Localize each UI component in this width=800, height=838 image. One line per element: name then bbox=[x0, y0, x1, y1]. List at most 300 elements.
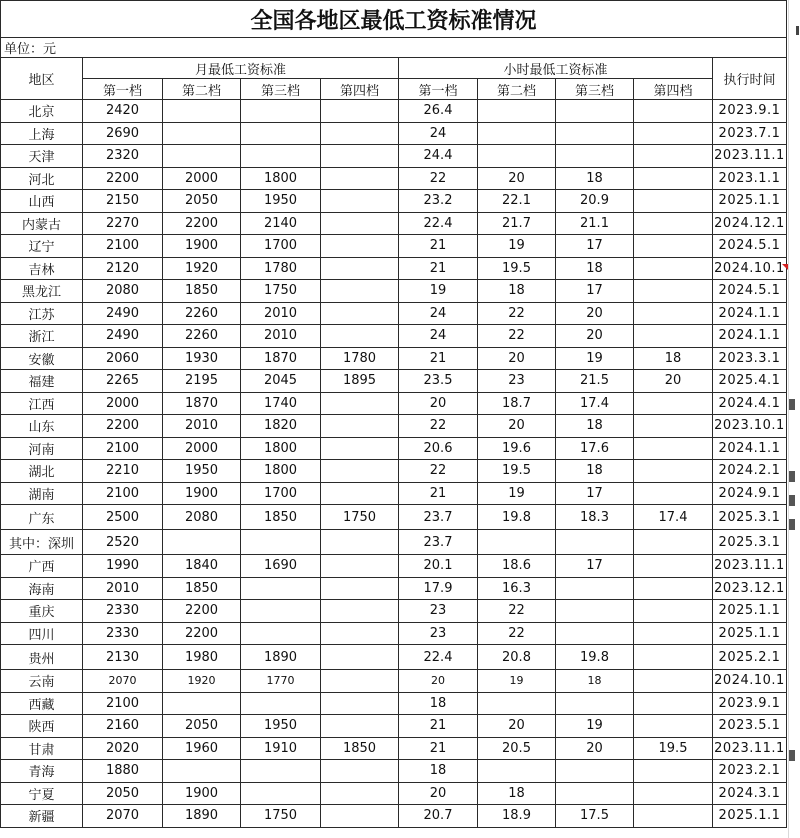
date-cell: 2023.1.1 bbox=[713, 167, 787, 190]
region-cell: 吉林 bbox=[1, 257, 83, 280]
hourly-tier-4-cell bbox=[634, 212, 713, 235]
hourly-tier-2-cell: 20.8 bbox=[478, 645, 556, 670]
region-cell: 青海 bbox=[1, 760, 83, 783]
header-hourly-tier-4: 第四档 bbox=[634, 79, 713, 100]
monthly-tier-1-cell: 2100 bbox=[83, 437, 163, 460]
hourly-tier-3-cell: 20.9 bbox=[556, 190, 634, 213]
table-row bbox=[1, 302, 787, 325]
hourly-tier-1-cell: 24 bbox=[399, 302, 478, 325]
region-cell: 西藏 bbox=[1, 692, 83, 715]
date-cell: 2024.5.1 bbox=[713, 235, 787, 258]
monthly-tier-2-cell: 2000 bbox=[163, 437, 241, 460]
monthly-tier-3-cell: 1950 bbox=[241, 715, 321, 738]
table-row bbox=[1, 122, 787, 145]
monthly-tier-2-cell bbox=[163, 122, 241, 145]
hourly-tier-1-cell: 20.7 bbox=[399, 805, 478, 828]
hourly-tier-1-cell: 22 bbox=[399, 167, 478, 190]
monthly-tier-3-cell bbox=[241, 530, 321, 555]
hourly-tier-3-cell bbox=[556, 145, 634, 168]
table-row bbox=[1, 782, 787, 805]
monthly-tier-4-cell bbox=[321, 782, 399, 805]
hourly-tier-1-cell: 20.6 bbox=[399, 437, 478, 460]
monthly-tier-4-cell bbox=[321, 645, 399, 670]
date-cell: 2023.11.1 bbox=[713, 555, 787, 578]
hourly-tier-1-cell: 22.4 bbox=[399, 645, 478, 670]
table-row bbox=[1, 235, 787, 258]
monthly-tier-1-cell: 2520 bbox=[83, 530, 163, 555]
monthly-tier-3-cell: 1850 bbox=[241, 505, 321, 530]
region-cell: 湖北 bbox=[1, 460, 83, 483]
monthly-tier-2-cell: 2000 bbox=[163, 167, 241, 190]
monthly-tier-3-cell: 1800 bbox=[241, 460, 321, 483]
monthly-tier-2-cell: 1840 bbox=[163, 555, 241, 578]
hourly-tier-3-cell bbox=[556, 100, 634, 123]
hourly-tier-4-cell bbox=[634, 190, 713, 213]
table-row bbox=[1, 760, 787, 783]
date-cell: 2025.3.1 bbox=[713, 530, 787, 555]
hourly-tier-3-cell: 19 bbox=[556, 347, 634, 370]
monthly-tier-4-cell bbox=[321, 302, 399, 325]
date-cell: 2024.9.1 bbox=[713, 482, 787, 505]
monthly-tier-3-cell bbox=[241, 122, 321, 145]
hourly-tier-1-cell: 23 bbox=[399, 600, 478, 623]
monthly-tier-2-cell: 2050 bbox=[163, 190, 241, 213]
monthly-tier-2-cell: 2080 bbox=[163, 505, 241, 530]
monthly-tier-2-cell: 2260 bbox=[163, 302, 241, 325]
monthly-tier-1-cell: 2070 bbox=[83, 670, 163, 693]
date-cell: 2025.2.1 bbox=[713, 645, 787, 670]
table-row bbox=[1, 622, 787, 645]
hourly-tier-3-cell: 17 bbox=[556, 555, 634, 578]
region-cell: 四川 bbox=[1, 622, 83, 645]
table-row bbox=[1, 280, 787, 303]
hourly-tier-1-cell: 21 bbox=[399, 235, 478, 258]
edge-mark bbox=[789, 495, 795, 506]
hourly-tier-3-cell: 18 bbox=[556, 460, 634, 483]
hourly-tier-3-cell: 17.4 bbox=[556, 392, 634, 415]
table-row bbox=[1, 530, 787, 555]
table-row bbox=[1, 190, 787, 213]
hourly-tier-1-cell: 18 bbox=[399, 760, 478, 783]
date-cell: 2025.1.1 bbox=[713, 190, 787, 213]
date-cell: 2023.9.1 bbox=[713, 100, 787, 123]
region-cell: 广东 bbox=[1, 505, 83, 530]
monthly-tier-2-cell: 1950 bbox=[163, 460, 241, 483]
hourly-tier-1-cell: 23.2 bbox=[399, 190, 478, 213]
table-title: 全国各地区最低工资标准情况 bbox=[1, 1, 787, 38]
hourly-tier-4-cell bbox=[634, 257, 713, 280]
hourly-tier-2-cell bbox=[478, 760, 556, 783]
monthly-tier-1-cell: 1880 bbox=[83, 760, 163, 783]
monthly-tier-1-cell: 2420 bbox=[83, 100, 163, 123]
monthly-tier-4-cell bbox=[321, 100, 399, 123]
hourly-tier-1-cell: 20.1 bbox=[399, 555, 478, 578]
table-row bbox=[1, 415, 787, 438]
monthly-tier-3-cell bbox=[241, 622, 321, 645]
table-row bbox=[1, 805, 787, 828]
monthly-tier-1-cell: 2320 bbox=[83, 145, 163, 168]
region-cell: 上海 bbox=[1, 122, 83, 145]
monthly-tier-1-cell: 2070 bbox=[83, 805, 163, 828]
monthly-tier-3-cell bbox=[241, 760, 321, 783]
monthly-tier-1-cell: 2100 bbox=[83, 235, 163, 258]
hourly-tier-3-cell: 17.5 bbox=[556, 805, 634, 828]
monthly-tier-4-cell bbox=[321, 600, 399, 623]
hourly-tier-2-cell: 16.3 bbox=[478, 577, 556, 600]
region-cell: 湖南 bbox=[1, 482, 83, 505]
monthly-tier-4-cell bbox=[321, 392, 399, 415]
hourly-tier-2-cell bbox=[478, 122, 556, 145]
hourly-tier-4-cell bbox=[634, 692, 713, 715]
hourly-tier-3-cell bbox=[556, 530, 634, 555]
monthly-tier-2-cell bbox=[163, 692, 241, 715]
table-row bbox=[1, 392, 787, 415]
hourly-tier-3-cell: 18 bbox=[556, 670, 634, 693]
table-row bbox=[1, 167, 787, 190]
date-cell: 2023.12.1 bbox=[713, 577, 787, 600]
monthly-tier-2-cell: 1900 bbox=[163, 235, 241, 258]
hourly-tier-2-cell: 20 bbox=[478, 715, 556, 738]
monthly-tier-4-cell bbox=[321, 555, 399, 578]
monthly-tier-4-cell bbox=[321, 805, 399, 828]
monthly-tier-3-cell bbox=[241, 577, 321, 600]
region-cell: 内蒙古 bbox=[1, 212, 83, 235]
region-cell: 天津 bbox=[1, 145, 83, 168]
date-cell: 2023.3.1 bbox=[713, 347, 787, 370]
hourly-tier-4-cell bbox=[634, 280, 713, 303]
hourly-tier-3-cell bbox=[556, 692, 634, 715]
date-cell: 2023.2.1 bbox=[713, 760, 787, 783]
hourly-tier-3-cell: 19.8 bbox=[556, 645, 634, 670]
monthly-tier-3-cell: 1800 bbox=[241, 167, 321, 190]
hourly-tier-1-cell: 20 bbox=[399, 782, 478, 805]
monthly-tier-3-cell: 2010 bbox=[241, 302, 321, 325]
hourly-tier-1-cell: 22 bbox=[399, 415, 478, 438]
monthly-tier-4-cell bbox=[321, 760, 399, 783]
monthly-tier-3-cell: 1750 bbox=[241, 280, 321, 303]
monthly-tier-3-cell bbox=[241, 145, 321, 168]
hourly-tier-1-cell: 19 bbox=[399, 280, 478, 303]
monthly-tier-2-cell bbox=[163, 100, 241, 123]
header-hourly-tier-3: 第三档 bbox=[556, 79, 634, 100]
hourly-tier-4-cell bbox=[634, 805, 713, 828]
hourly-tier-3-cell: 20 bbox=[556, 737, 634, 760]
table-row bbox=[1, 600, 787, 623]
region-cell: 安徽 bbox=[1, 347, 83, 370]
hourly-tier-3-cell: 18 bbox=[556, 257, 634, 280]
monthly-tier-1-cell: 2330 bbox=[83, 622, 163, 645]
date-cell: 2023.9.1 bbox=[713, 692, 787, 715]
hourly-tier-4-cell bbox=[634, 415, 713, 438]
adjacent-column-edge bbox=[788, 0, 800, 838]
hourly-tier-4-cell bbox=[634, 392, 713, 415]
monthly-tier-3-cell: 2010 bbox=[241, 325, 321, 348]
monthly-tier-1-cell: 2120 bbox=[83, 257, 163, 280]
header-monthly-tier-2: 第二档 bbox=[163, 79, 241, 100]
hourly-tier-2-cell: 20 bbox=[478, 415, 556, 438]
hourly-tier-3-cell: 18 bbox=[556, 415, 634, 438]
date-cell: 2024.12.1 bbox=[713, 212, 787, 235]
hourly-tier-2-cell: 20.5 bbox=[478, 737, 556, 760]
monthly-tier-2-cell: 1920 bbox=[163, 670, 241, 693]
monthly-tier-2-cell: 2010 bbox=[163, 415, 241, 438]
monthly-tier-4-cell bbox=[321, 145, 399, 168]
table-row bbox=[1, 715, 787, 738]
monthly-tier-2-cell: 1870 bbox=[163, 392, 241, 415]
hourly-tier-1-cell: 21 bbox=[399, 482, 478, 505]
monthly-tier-1-cell: 2160 bbox=[83, 715, 163, 738]
monthly-tier-4-cell bbox=[321, 460, 399, 483]
hourly-tier-4-cell bbox=[634, 530, 713, 555]
monthly-tier-1-cell: 2330 bbox=[83, 600, 163, 623]
date-cell: 2024.10.1 bbox=[713, 670, 787, 693]
header-monthly-tier-4: 第四档 bbox=[321, 79, 399, 100]
monthly-tier-3-cell: 1770 bbox=[241, 670, 321, 693]
region-cell: 山西 bbox=[1, 190, 83, 213]
table-row bbox=[1, 460, 787, 483]
monthly-tier-2-cell: 2050 bbox=[163, 715, 241, 738]
hourly-tier-3-cell: 21.5 bbox=[556, 370, 634, 393]
region-cell: 新疆 bbox=[1, 805, 83, 828]
hourly-tier-2-cell: 19 bbox=[478, 670, 556, 693]
monthly-tier-3-cell: 1870 bbox=[241, 347, 321, 370]
hourly-tier-3-cell bbox=[556, 782, 634, 805]
hourly-tier-2-cell: 22.1 bbox=[478, 190, 556, 213]
monthly-tier-1-cell: 2270 bbox=[83, 212, 163, 235]
monthly-tier-1-cell: 2020 bbox=[83, 737, 163, 760]
date-cell: 2023.5.1 bbox=[713, 715, 787, 738]
hourly-tier-3-cell: 18 bbox=[556, 167, 634, 190]
table-row bbox=[1, 555, 787, 578]
table-row bbox=[1, 645, 787, 670]
hourly-tier-1-cell: 23.7 bbox=[399, 505, 478, 530]
hourly-tier-1-cell: 21 bbox=[399, 347, 478, 370]
hourly-tier-2-cell: 23 bbox=[478, 370, 556, 393]
monthly-tier-4-cell: 1750 bbox=[321, 505, 399, 530]
hourly-tier-1-cell: 24 bbox=[399, 325, 478, 348]
monthly-tier-1-cell: 2500 bbox=[83, 505, 163, 530]
table-row bbox=[1, 692, 787, 715]
header-hourly-tier-2: 第二档 bbox=[478, 79, 556, 100]
region-cell: 辽宁 bbox=[1, 235, 83, 258]
monthly-tier-1-cell: 2265 bbox=[83, 370, 163, 393]
hourly-tier-1-cell: 20 bbox=[399, 392, 478, 415]
edge-mark bbox=[789, 471, 795, 482]
date-cell: 2024.4.1 bbox=[713, 392, 787, 415]
monthly-tier-2-cell: 1930 bbox=[163, 347, 241, 370]
hourly-tier-4-cell bbox=[634, 760, 713, 783]
monthly-tier-4-cell bbox=[321, 257, 399, 280]
date-cell: 2025.1.1 bbox=[713, 805, 787, 828]
monthly-tier-1-cell: 2060 bbox=[83, 347, 163, 370]
hourly-tier-4-cell bbox=[634, 577, 713, 600]
hourly-tier-1-cell: 22 bbox=[399, 460, 478, 483]
hourly-tier-3-cell: 21.1 bbox=[556, 212, 634, 235]
region-cell: 重庆 bbox=[1, 600, 83, 623]
date-cell: 2024.3.1 bbox=[713, 782, 787, 805]
hourly-tier-4-cell bbox=[634, 437, 713, 460]
monthly-tier-4-cell bbox=[321, 190, 399, 213]
hourly-tier-1-cell: 23.7 bbox=[399, 530, 478, 555]
hourly-tier-4-cell bbox=[634, 715, 713, 738]
hourly-tier-2-cell: 20 bbox=[478, 167, 556, 190]
header-region: 地区 bbox=[1, 58, 83, 100]
hourly-tier-2-cell: 19 bbox=[478, 482, 556, 505]
hourly-tier-3-cell bbox=[556, 122, 634, 145]
monthly-tier-1-cell: 2130 bbox=[83, 645, 163, 670]
region-cell: 广西 bbox=[1, 555, 83, 578]
monthly-tier-1-cell: 2200 bbox=[83, 167, 163, 190]
hourly-tier-2-cell bbox=[478, 692, 556, 715]
monthly-tier-4-cell: 1850 bbox=[321, 737, 399, 760]
date-cell: 2025.4.1 bbox=[713, 370, 787, 393]
region-cell: 河北 bbox=[1, 167, 83, 190]
region-cell: 宁夏 bbox=[1, 782, 83, 805]
date-cell: 2025.3.1 bbox=[713, 505, 787, 530]
edge-mark bbox=[796, 26, 799, 35]
header-hourly-tier-1: 第一档 bbox=[399, 79, 478, 100]
monthly-tier-3-cell: 1700 bbox=[241, 482, 321, 505]
monthly-tier-2-cell: 1890 bbox=[163, 805, 241, 828]
monthly-tier-1-cell: 2010 bbox=[83, 577, 163, 600]
edge-mark bbox=[789, 750, 795, 761]
region-cell: 江西 bbox=[1, 392, 83, 415]
region-cell: 陕西 bbox=[1, 715, 83, 738]
hourly-tier-2-cell: 22 bbox=[478, 622, 556, 645]
header-monthly: 月最低工资标准 bbox=[83, 58, 399, 79]
date-cell: 2024.10.1 bbox=[713, 257, 787, 280]
hourly-tier-4-cell bbox=[634, 145, 713, 168]
hourly-tier-4-cell: 20 bbox=[634, 370, 713, 393]
table-row bbox=[1, 257, 787, 280]
monthly-tier-2-cell: 1900 bbox=[163, 782, 241, 805]
monthly-tier-4-cell bbox=[321, 715, 399, 738]
monthly-tier-3-cell: 1740 bbox=[241, 392, 321, 415]
table-row bbox=[1, 212, 787, 235]
date-cell: 2023.7.1 bbox=[713, 122, 787, 145]
region-cell: 海南 bbox=[1, 577, 83, 600]
hourly-tier-2-cell: 18.6 bbox=[478, 555, 556, 578]
monthly-tier-2-cell: 1980 bbox=[163, 645, 241, 670]
hourly-tier-2-cell: 22 bbox=[478, 325, 556, 348]
monthly-tier-2-cell: 2200 bbox=[163, 600, 241, 623]
region-cell: 山东 bbox=[1, 415, 83, 438]
monthly-tier-3-cell bbox=[241, 600, 321, 623]
monthly-tier-4-cell bbox=[321, 325, 399, 348]
monthly-tier-4-cell bbox=[321, 235, 399, 258]
hourly-tier-4-cell bbox=[634, 600, 713, 623]
date-cell: 2025.1.1 bbox=[713, 622, 787, 645]
header-hourly: 小时最低工资标准 bbox=[399, 58, 713, 79]
monthly-tier-3-cell: 1750 bbox=[241, 805, 321, 828]
hourly-tier-3-cell: 17 bbox=[556, 280, 634, 303]
hourly-tier-2-cell: 19.8 bbox=[478, 505, 556, 530]
hourly-tier-4-cell bbox=[634, 302, 713, 325]
monthly-tier-4-cell bbox=[321, 530, 399, 555]
hourly-tier-2-cell: 18 bbox=[478, 782, 556, 805]
monthly-tier-1-cell: 2690 bbox=[83, 122, 163, 145]
monthly-tier-3-cell: 1780 bbox=[241, 257, 321, 280]
region-cell: 甘肃 bbox=[1, 737, 83, 760]
monthly-tier-4-cell bbox=[321, 692, 399, 715]
hourly-tier-3-cell: 20 bbox=[556, 325, 634, 348]
monthly-tier-1-cell: 2100 bbox=[83, 692, 163, 715]
hourly-tier-2-cell: 18 bbox=[478, 280, 556, 303]
table-row bbox=[1, 670, 787, 693]
hourly-tier-2-cell: 19.5 bbox=[478, 460, 556, 483]
hourly-tier-4-cell bbox=[634, 325, 713, 348]
hourly-tier-2-cell: 19.6 bbox=[478, 437, 556, 460]
monthly-tier-3-cell: 1690 bbox=[241, 555, 321, 578]
unit-label: 单位：元 bbox=[1, 38, 787, 58]
hourly-tier-2-cell bbox=[478, 145, 556, 168]
date-cell: 2024.2.1 bbox=[713, 460, 787, 483]
monthly-tier-4-cell: 1780 bbox=[321, 347, 399, 370]
date-cell: 2024.1.1 bbox=[713, 325, 787, 348]
hourly-tier-2-cell: 18.9 bbox=[478, 805, 556, 828]
monthly-tier-2-cell: 1850 bbox=[163, 577, 241, 600]
monthly-tier-1-cell: 2100 bbox=[83, 482, 163, 505]
hourly-tier-4-cell: 17.4 bbox=[634, 505, 713, 530]
hourly-tier-4-cell bbox=[634, 122, 713, 145]
table-row bbox=[1, 145, 787, 168]
monthly-tier-1-cell: 2210 bbox=[83, 460, 163, 483]
hourly-tier-3-cell: 20 bbox=[556, 302, 634, 325]
hourly-tier-1-cell: 21 bbox=[399, 257, 478, 280]
hourly-tier-4-cell bbox=[634, 555, 713, 578]
table-row bbox=[1, 370, 787, 393]
header-date: 执行时间 bbox=[713, 58, 787, 100]
monthly-tier-3-cell bbox=[241, 782, 321, 805]
monthly-tier-4-cell bbox=[321, 280, 399, 303]
hourly-tier-2-cell bbox=[478, 100, 556, 123]
table-row bbox=[1, 325, 787, 348]
hourly-tier-1-cell: 22.4 bbox=[399, 212, 478, 235]
hourly-tier-4-cell bbox=[634, 167, 713, 190]
hourly-tier-3-cell bbox=[556, 760, 634, 783]
hourly-tier-4-cell: 18 bbox=[634, 347, 713, 370]
monthly-tier-3-cell: 1820 bbox=[241, 415, 321, 438]
hourly-tier-2-cell: 18.7 bbox=[478, 392, 556, 415]
monthly-tier-3-cell bbox=[241, 100, 321, 123]
monthly-tier-2-cell: 1960 bbox=[163, 737, 241, 760]
hourly-tier-1-cell: 17.9 bbox=[399, 577, 478, 600]
monthly-tier-1-cell: 2490 bbox=[83, 325, 163, 348]
monthly-tier-4-cell bbox=[321, 482, 399, 505]
hourly-tier-1-cell: 21 bbox=[399, 737, 478, 760]
monthly-tier-3-cell: 1890 bbox=[241, 645, 321, 670]
hourly-tier-3-cell: 17.6 bbox=[556, 437, 634, 460]
date-cell: 2025.1.1 bbox=[713, 600, 787, 623]
table-row bbox=[1, 482, 787, 505]
hourly-tier-2-cell: 21.7 bbox=[478, 212, 556, 235]
hourly-tier-4-cell bbox=[634, 235, 713, 258]
monthly-tier-3-cell: 1800 bbox=[241, 437, 321, 460]
monthly-tier-4-cell bbox=[321, 577, 399, 600]
monthly-tier-2-cell bbox=[163, 145, 241, 168]
monthly-tier-4-cell bbox=[321, 622, 399, 645]
monthly-tier-3-cell bbox=[241, 692, 321, 715]
date-cell: 2024.1.1 bbox=[713, 302, 787, 325]
hourly-tier-2-cell bbox=[478, 530, 556, 555]
hourly-tier-3-cell: 19 bbox=[556, 715, 634, 738]
hourly-tier-2-cell: 19.5 bbox=[478, 257, 556, 280]
monthly-tier-2-cell: 1920 bbox=[163, 257, 241, 280]
monthly-tier-2-cell: 2195 bbox=[163, 370, 241, 393]
hourly-tier-1-cell: 23.5 bbox=[399, 370, 478, 393]
monthly-tier-2-cell bbox=[163, 760, 241, 783]
monthly-tier-3-cell: 2140 bbox=[241, 212, 321, 235]
